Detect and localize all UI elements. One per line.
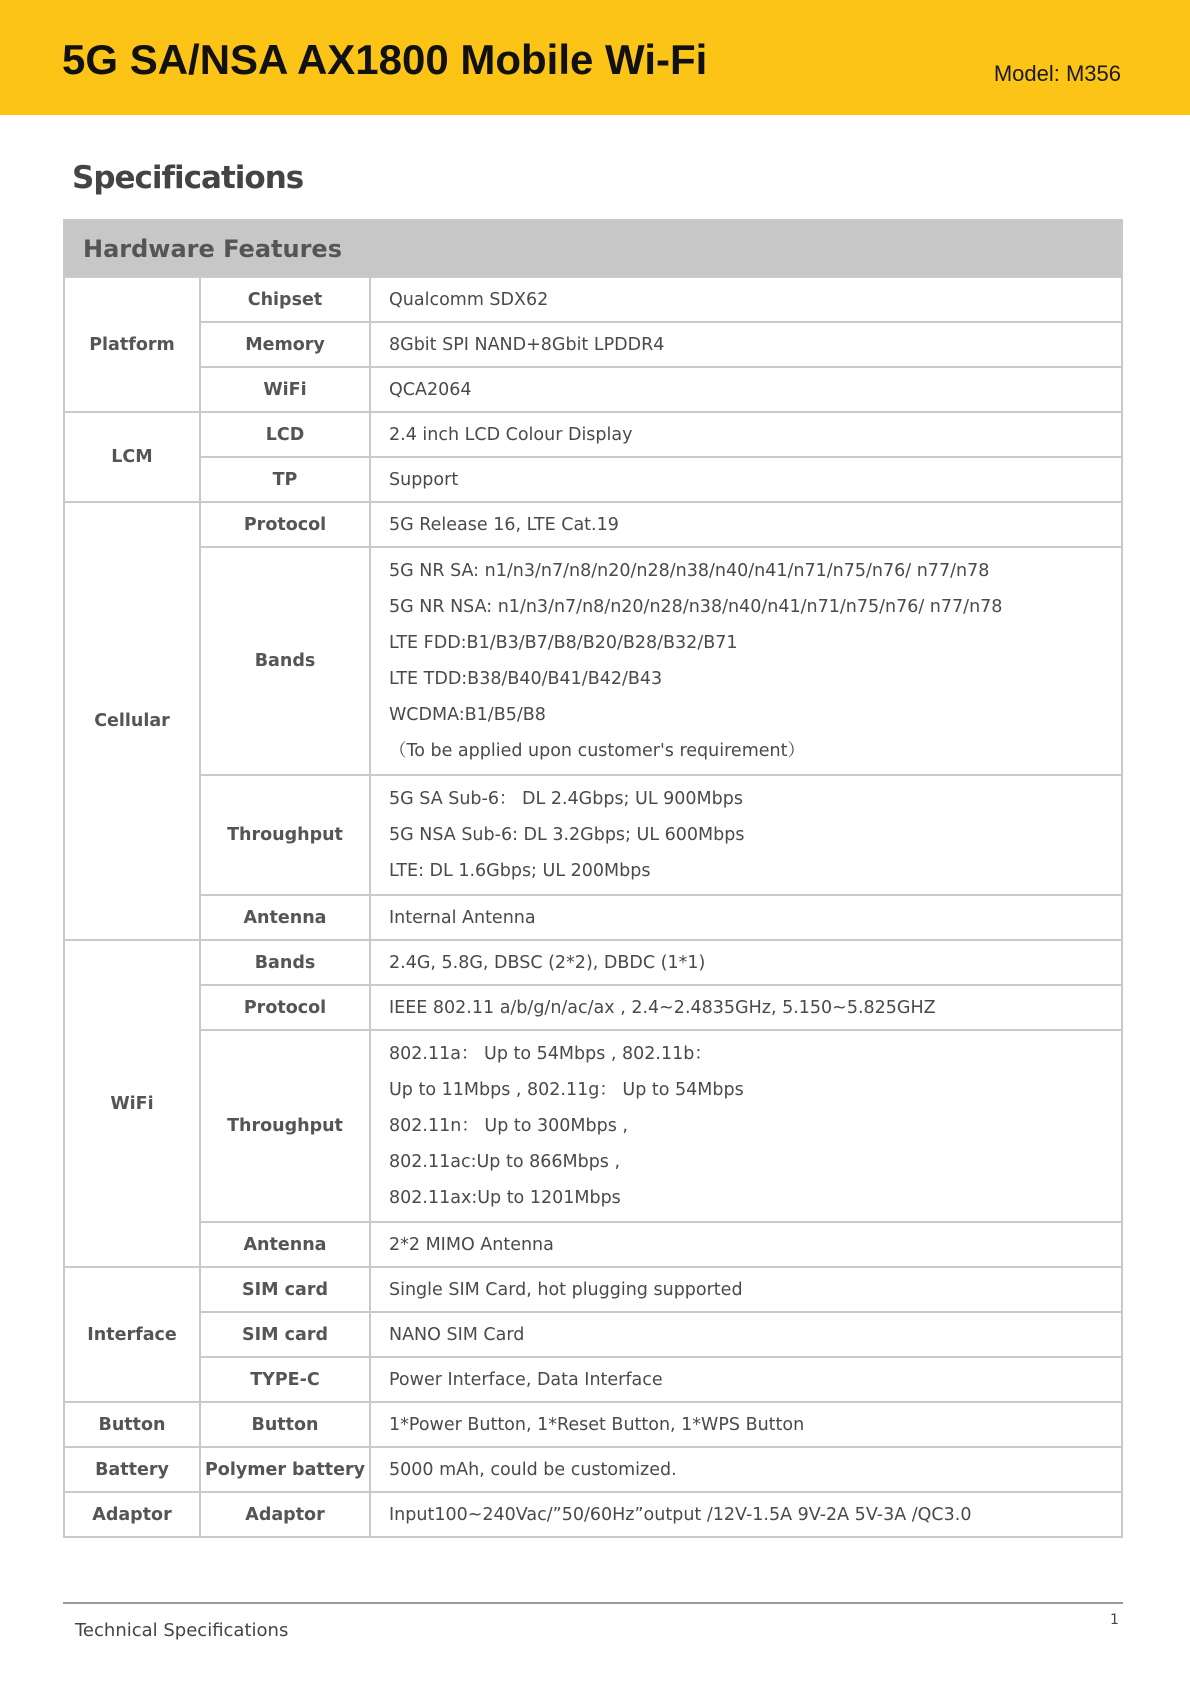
value-line: 802.11n： Up to 300Mbps ,: [389, 1116, 628, 1136]
value-line: 8Gbit SPI NAND+8Gbit LPDDR4: [389, 334, 665, 355]
table-row: [64, 322, 1122, 367]
value-line: 5G NR SA: n1/n3/n7/n8/n20/n28/n38/n40/n41/n71/n75/n76/ n77/n78: [389, 561, 990, 581]
category-cell: Button: [64, 1402, 200, 1447]
value-cell: [370, 1267, 1122, 1312]
feature-cell: Adaptor: [200, 1492, 370, 1537]
hardware-features-table: [63, 219, 1123, 1538]
value-cell: [370, 775, 1122, 895]
feature-cell: Antenna: [200, 1222, 370, 1267]
value-line: LTE: DL 1.6Gbps; UL 200Mbps: [389, 861, 651, 881]
value-cell: [370, 985, 1122, 1030]
header-banner: [0, 0, 1190, 115]
table-row: [64, 457, 1122, 502]
category-cell: Interface: [64, 1267, 200, 1402]
value-line: NANO SIM Card: [389, 1324, 525, 1345]
value-cell: [370, 1312, 1122, 1357]
value-line: IEEE 802.11 a/b/g/n/ac/ax , 2.4~2.4835GHz, 5.150~5.825GHZ: [389, 997, 936, 1018]
feature-cell: Chipset: [200, 277, 370, 322]
value-line: QCA2064: [389, 379, 472, 400]
value-line: 5G Release 16, LTE Cat.19: [389, 514, 619, 535]
value-line: LTE FDD:B1/B3/B7/B8/B20/B28/B32/B71: [389, 633, 738, 653]
table-row: [64, 502, 1122, 547]
feature-cell: Protocol: [200, 985, 370, 1030]
feature-cell: LCD: [200, 412, 370, 457]
feature-cell: TYPE-C: [200, 1357, 370, 1402]
value-line: 2.4 inch LCD Colour Display: [389, 424, 633, 445]
value-cell: [370, 940, 1122, 985]
table-row: [64, 1312, 1122, 1357]
value-line: Input100~240Vac/”50/60Hz”output /12V-1.5A 9V-2A 5V-3A /QC3.0: [389, 1504, 972, 1525]
feature-cell: WiFi: [200, 367, 370, 412]
value-line: Power Interface, Data Interface: [389, 1369, 663, 1390]
table-row: [64, 1357, 1122, 1402]
feature-cell: Polymer battery: [200, 1447, 370, 1492]
value-line: （To be applied upon customer's requirement）: [389, 741, 805, 761]
value-line: 2.4G, 5.8G, DBSC (2*2), DBDC (1*1): [389, 952, 706, 973]
value-cell: [370, 547, 1122, 775]
table-row: [64, 985, 1122, 1030]
feature-cell: Throughput: [200, 775, 370, 895]
value-cell: [370, 895, 1122, 940]
specifications-heading: Specifications: [72, 160, 304, 196]
value-cell: [370, 1447, 1122, 1492]
value-cell: [370, 277, 1122, 322]
value-cell: [370, 1357, 1122, 1402]
footer-label: Technical Specifications: [75, 1620, 289, 1641]
table-row: [64, 367, 1122, 412]
feature-cell: Bands: [200, 547, 370, 775]
feature-cell: Antenna: [200, 895, 370, 940]
feature-cell: SIM card: [200, 1267, 370, 1312]
page-number: 1: [1110, 1612, 1119, 1628]
feature-cell: Protocol: [200, 502, 370, 547]
category-cell: Adaptor: [64, 1492, 200, 1537]
table-row: [64, 895, 1122, 940]
value-cell: [370, 1222, 1122, 1267]
hardware-features-header: Hardware Features: [64, 220, 1122, 277]
value-cell: [370, 457, 1122, 502]
value-line: 802.11ac:Up to 866Mbps ,: [389, 1152, 621, 1172]
category-cell: LCM: [64, 412, 200, 502]
value-cell: [370, 1402, 1122, 1447]
value-line: WCDMA:B1/B5/B8: [389, 705, 546, 725]
table-row: [64, 1222, 1122, 1267]
value-cell: [370, 1030, 1122, 1222]
document-title: 5G SA/NSA AX1800 Mobile Wi-Fi: [62, 36, 708, 83]
table-row: [64, 775, 1122, 895]
value-line: Up to 11Mbps , 802.11g： Up to 54Mbps: [389, 1080, 744, 1100]
value-cell: [370, 322, 1122, 367]
table-row: [64, 940, 1122, 985]
table-row: [64, 547, 1122, 775]
value-line: Internal Antenna: [389, 907, 536, 928]
model-label: Model: M356: [993, 61, 1121, 86]
value-cell: [370, 502, 1122, 547]
feature-cell: TP: [200, 457, 370, 502]
feature-cell: Bands: [200, 940, 370, 985]
category-cell: Cellular: [64, 502, 200, 940]
value-cell: [370, 412, 1122, 457]
value-line: 5G NSA Sub-6: DL 3.2Gbps; UL 600Mbps: [389, 825, 745, 845]
value-line: Single SIM Card, hot plugging supported: [389, 1279, 743, 1300]
feature-cell: SIM card: [200, 1312, 370, 1357]
category-cell: Platform: [64, 277, 200, 412]
category-cell: Battery: [64, 1447, 200, 1492]
spec-table-body: [64, 277, 1122, 1537]
table-row: [64, 277, 1122, 322]
table-row: [64, 1447, 1122, 1492]
feature-cell: Throughput: [200, 1030, 370, 1222]
value-line: 802.11ax:Up to 1201Mbps: [389, 1188, 621, 1208]
feature-cell: Button: [200, 1402, 370, 1447]
table-row: [64, 1030, 1122, 1222]
value-line: 2*2 MIMO Antenna: [389, 1234, 554, 1255]
value-cell: [370, 367, 1122, 412]
value-line: 5G NR NSA: n1/n3/n7/n8/n20/n28/n38/n40/n41/n71/n75/n76/ n77/n78: [389, 597, 1003, 617]
table-row: [64, 1267, 1122, 1312]
value-cell: [370, 1492, 1122, 1537]
value-line: LTE TDD:B38/B40/B41/B42/B43: [389, 669, 663, 689]
feature-cell: Memory: [200, 322, 370, 367]
table-row: [64, 412, 1122, 457]
value-line: Qualcomm SDX62: [389, 289, 549, 310]
value-line: 5000 mAh, could be customized.: [389, 1459, 677, 1480]
footer-divider: [63, 1602, 1123, 1604]
category-cell: WiFi: [64, 940, 200, 1267]
value-line: Support: [389, 469, 459, 490]
table-row: [64, 1402, 1122, 1447]
table-row: [64, 1492, 1122, 1537]
value-line: 802.11a： Up to 54Mbps , 802.11b：: [389, 1044, 712, 1064]
value-line: 5G SA Sub-6： DL 2.4Gbps; UL 900Mbps: [389, 789, 743, 809]
value-line: 1*Power Button, 1*Reset Button, 1*WPS Button: [389, 1414, 805, 1435]
